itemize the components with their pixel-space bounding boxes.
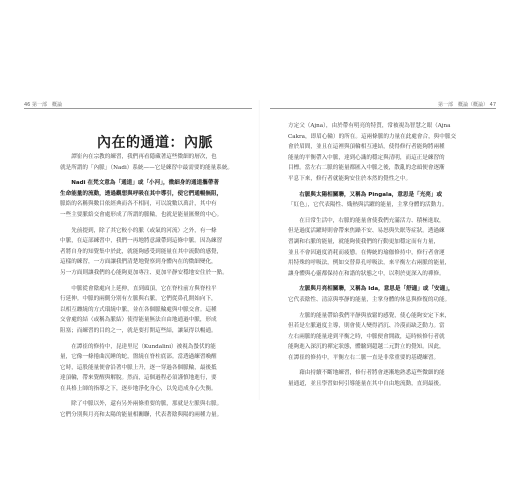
text-line: 它代表陰性、清涼與寧靜的能量，主掌身體的休息與修復的功能。 — [288, 296, 451, 303]
text-line: 會於眉間，並且在這裡與頂輪相互連結，使得修行者能夠將兩種 — [288, 144, 445, 151]
text-line: 但若是左脈過度主導，則會使人變得消沉、冷漠而缺乏動力。當 — [288, 323, 445, 330]
right-header-rule — [270, 108, 496, 109]
text-line: 習調和右脈的能量，就能夠使我們的行動更加穩定而有力量， — [288, 238, 440, 245]
text-line: 行延伸。中脈的兩側分別有左脈與右脈，它們從鼻孔開始向下， — [60, 296, 217, 303]
text-line: 平息下來，修行者就能夠安住於本然的覺性之中。 — [288, 175, 412, 182]
text-line: 在譚崔的修持中，平衡左右二脈一直是非常重要的基礎練習。 — [288, 354, 440, 361]
text-line: 目標。當左右二脈的能量都匯入中脈之後，散亂的念頭便會逐漸 — [288, 165, 445, 172]
text-line: 生命能量的流動，透過觀想與呼吸在其中導引，使它們通暢無阻， — [60, 190, 223, 197]
text-line: 中脈，在這部練習中，我們一再地將意識帶到這條中脈。因為練習 — [60, 238, 223, 245]
text-line: 就是所謂的「內脈」（Nadi）系統——它是練習中最需要的能量系統。 — [60, 164, 234, 171]
text-line: 左脈的能量帶給我們平靜與放鬆的感覺，使心能夠安定下來， — [288, 312, 451, 319]
left-page-header: 46 第一部 概論 — [24, 102, 62, 108]
text-line: 方定父（Ajna），由於帶有明亮的特質，常被視為智慧之眼（Ajna — [288, 123, 451, 129]
text-line: 譚崔內在宗教的練習，我們再看隱藏著這些微細的層次，也 — [60, 154, 217, 160]
text-line: 能量的平衡帶入中脈，達到心識的穩定與清明，而這正是練習的 — [288, 154, 445, 161]
text-line: 先前提到，除了其它較小的脈（或氣的河流）之外，有一條 — [60, 227, 217, 234]
text-line: 以相互纏繞的方式環繞中脈，並在各個脈輪處與中脈交會。這種 — [60, 306, 217, 313]
text-line: 藉由持續不斷地練習，修行者將會逐漸地熟悉這些微細的能 — [288, 370, 445, 377]
text-line: 但是過度活躍時則會帶來焦躁不安、易怒與失眠等症狀。透過練 — [288, 228, 445, 235]
text-line: Cakra，即眉心輪）的所在。這兩條脈的力量在此處會合，與中脈交 — [288, 133, 457, 140]
text-line: 「紅色」，它代表陽性、熾熱與活躍的能量，主掌身體的活動力。 — [288, 202, 448, 209]
text-line: 這樣的練習，一方面讓我們清楚地覺察到身體內在的微細變化， — [60, 259, 217, 266]
text-line: Nadi 在梵文意為「通道」或「小河」，微細身的通道攜帶著 — [60, 180, 219, 187]
text-line: 在具格上師的指導之下，逐步地淨化身心，以免造成身心失衡。 — [60, 385, 217, 392]
text-line: 交會處的結（或稱為脈結）使得能量無法自由地通過中脈，形成 — [60, 317, 217, 324]
text-line: 達頂輪，帶來覺醒與解脫。然而，這個過程必須謹慎地進行，要 — [60, 375, 217, 382]
text-line: 中脈從會陰處向上延伸，直到頭頂，它在脊柱前方與脊柱平 — [60, 285, 217, 292]
text-line: 者將自身的知覺集中於此，就能夠感受到能量在其中流動的感覺， — [60, 248, 223, 255]
text-line: 量通道，並且學習如何引導能量在其中自由地流動，直到最後。 — [288, 381, 445, 388]
text-line: 另一方面則讓我們的心能夠更加專注、更加平靜安穩地安住於一點。 — [60, 269, 228, 276]
text-line: 在譚崔的修持中，昆達里尼（Kundalini）被視為蟄伏的能 — [60, 343, 216, 350]
text-line: 讓身體與心靈都保持在和諧的狀態之中，以利於更深入的禪修。 — [288, 270, 445, 277]
section-title: 內在的通道：內脈 — [97, 135, 213, 151]
right-body-text — [288, 121, 456, 390]
text-line: 用特殊的呼吸法，例如交替鼻孔呼吸法，來平衡左右兩脈的能量， — [288, 260, 451, 267]
text-line: 阻塞；而練習的目的之一，就是要打開這些結，讓氣得以暢通。 — [60, 327, 217, 334]
text-line: 它們分別與月亮和太陽的能量相關聯，代表著陰與陽的兩種力量。 — [60, 412, 223, 419]
text-line: 左脈與月亮相關聯，又稱為 Ida，意思是「舒適」或「安適」， — [288, 286, 454, 293]
text-line: 它時，這股能量便會沿著中脈上升，逐一穿過各個脈輪，最後抵 — [60, 364, 217, 371]
text-line: 能夠進入深沉的禪定狀態，體驗到超越二元對立的覺知。因此， — [288, 344, 445, 351]
text-line: 量，它像一條捲曲沉睡的蛇，盤繞在脊柱底部。當透過練習喚醒 — [60, 354, 217, 361]
left-header-rule — [24, 108, 252, 109]
right-page-header: 第一部 概論（概論） 47 — [438, 102, 496, 108]
text-line: 右脈與太陽相關聯，又稱為 Pingala，意思是「光亮」或 — [288, 191, 443, 198]
text-line: 除了中脈以外，還有另外兩條重要的脈，那就是左脈與右脈。 — [60, 401, 223, 408]
right-page — [260, 0, 520, 500]
text-line: 並且不會因過度消耗而疲憊。在傳統的瑜伽修持中，修行者會運 — [288, 249, 445, 256]
text-line: 一些主要脈絡交會處形成了所謂的脈輪，也就是能量匯聚的中心。 — [60, 211, 223, 218]
text-line: 左右兩脈的能量達到平衡之時，中脈便會開啟，這時候修行者就 — [288, 333, 445, 340]
left-body-text — [60, 152, 233, 421]
text-line: 脈絡的名稱與數目依經典而各不相同，可以說數以萬計，其中有 — [60, 201, 217, 208]
text-line: 在日常生活中，右脈的能量會使我們充滿活力、積極進取， — [288, 217, 445, 224]
